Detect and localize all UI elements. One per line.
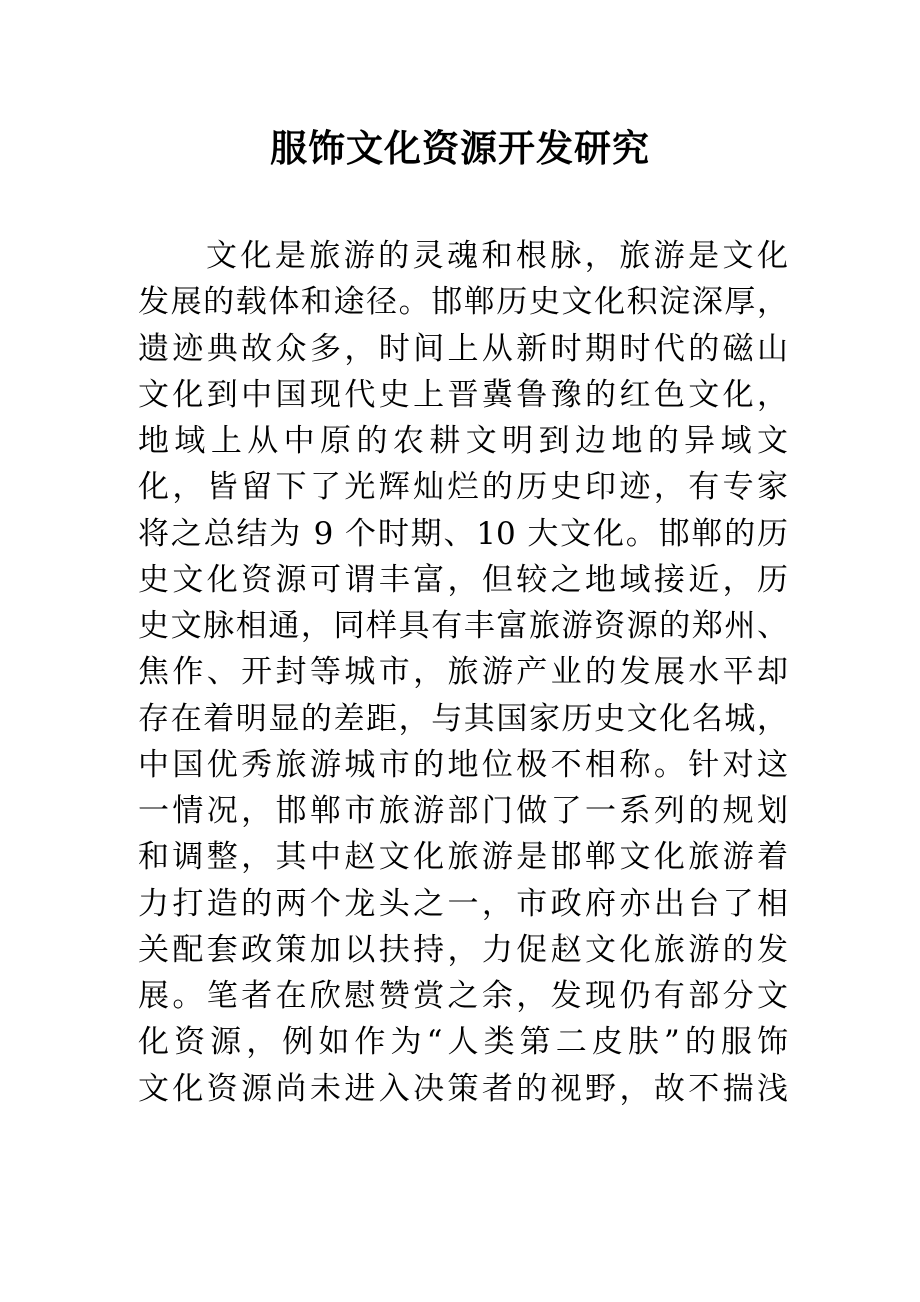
body-line: 文化到中国现代史上晋冀鲁豫的红色文化， — [138, 376, 788, 413]
body-line: 化，皆留下了光辉灿烂的历史印迹，有专家 — [138, 469, 788, 506]
body-line: 展。笔者在欣慰赞赏之余，发现仍有部分文 — [138, 978, 788, 1014]
body-line: 发展的载体和途径。邯郸历史文化积淀深厚， — [138, 284, 788, 321]
body-line: 一情况，邯郸市旅游部门做了一系列的规划 — [138, 793, 788, 829]
body-line: 史文化资源可谓丰富，但较之地域接近，历 — [138, 561, 788, 598]
document-title: 服饰文化资源开发研究 — [270, 126, 650, 170]
body-line: 关配套政策加以扶持，力促赵文化旅游的发 — [138, 931, 788, 968]
body-line: 文化是旅游的灵魂和根脉，旅游是文化 — [206, 238, 788, 274]
body-line: 地域上从中原的农耕文明到边地的异域文 — [138, 423, 788, 459]
body-line: 中国优秀旅游城市的地位极不相称。针对这 — [138, 746, 788, 783]
body-line: 遗迹典故众多，时间上从新时期时代的磁山 — [138, 330, 788, 367]
body-line: 和调整，其中赵文化旅游是邯郸文化旅游着 — [138, 839, 788, 876]
body-line: 史文脉相通，同样具有丰富旅游资源的郑州、 — [138, 608, 788, 644]
body-line: 文化资源尚未进入决策者的视野，故不揣浅 — [138, 1070, 788, 1107]
body-line: 化资源，例如作为“人类第二皮肤”的服饰 — [138, 1024, 788, 1061]
body-paragraph — [138, 233, 788, 1112]
body-line: 焦作、开封等城市，旅游产业的发展水平却 — [138, 654, 788, 691]
body-line: 力打造的两个龙头之一，市政府亦出台了相 — [138, 885, 788, 922]
body-line: 将之总结为 9 个时期、10 大文化。邯郸的历 — [138, 515, 788, 552]
body-line: 存在着明显的差距，与其国家历史文化名城， — [138, 700, 788, 737]
